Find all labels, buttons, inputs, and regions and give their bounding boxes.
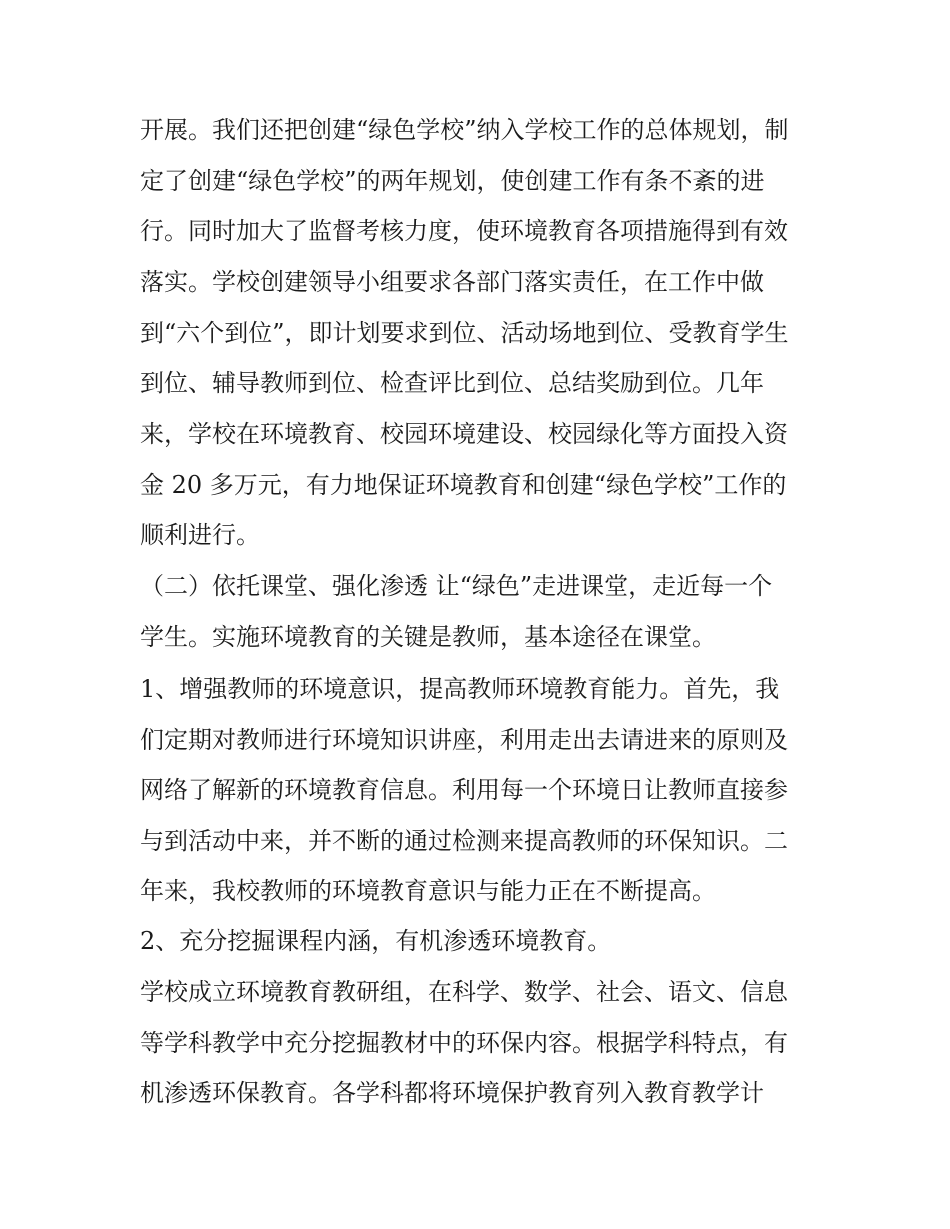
text-line: 到“六个到位”，即计划要求到位、活动场地到位、受教育学生 xyxy=(140,319,789,347)
text-line: 顺利进行。 xyxy=(140,521,260,549)
text-line: 学校成立环境教育教研组，在科学、数学、社会、语文、信息 xyxy=(140,978,788,1006)
numbered-item-2: 2、充分挖掘课程内涵，有机渗透环境教育。 xyxy=(140,927,612,955)
text-line: 等学科教学中充分挖掘教材中的环保内容。根据学科特点，有 xyxy=(140,1029,788,1057)
text-line: 网络了解新的环境教育信息。利用每一个环境日让教师直接参 xyxy=(140,776,788,804)
text-line: 金 20 多万元，有力地保证环境教育和创建“绿色学校”工作的 xyxy=(140,471,787,499)
text-line: 们定期对教师进行环境知识讲座，利用走出去请进来的原则及 xyxy=(140,726,788,754)
text-line: 与到活动中来，并不断的通过检测来提高教师的环保知识。二 xyxy=(140,827,788,855)
text-line: 来，学校在环境教育、校园环境建设、校园绿化等方面投入资 xyxy=(140,420,788,448)
text-line: 到位、辅导教师到位、检查评比到位、总结奖励到位。几年 xyxy=(140,369,764,397)
text-line: 落实。学校创建领导小组要求各部门落实责任，在工作中做 xyxy=(140,268,764,296)
text-line: 年来，我校教师的环境教育意识与能力正在不断提高。 xyxy=(140,877,716,905)
text-line: 学生。实施环境教育的关键是教师，基本途径在课堂。 xyxy=(140,623,716,651)
text-line: 定了创建“绿色学校”的两年规划，使创建工作有条不紊的进 xyxy=(140,167,765,195)
text-line: 行。同时加大了监督考核力度，使环境教育各项措施得到有效 xyxy=(140,217,788,245)
text-line: 开展。我们还把创建“绿色学校”纳入学校工作的总体规划，制 xyxy=(140,116,789,144)
section-heading: （二）依托课堂、强化渗透 让“绿色”走进课堂，走近每一个 xyxy=(140,572,773,600)
text-line: 机渗透环保教育。各学科都将环境保护教育列入教育教学计 xyxy=(140,1079,764,1107)
numbered-item-1: 1、增强教师的环境意识，提高教师环境教育能力。首先，我 xyxy=(140,675,780,703)
